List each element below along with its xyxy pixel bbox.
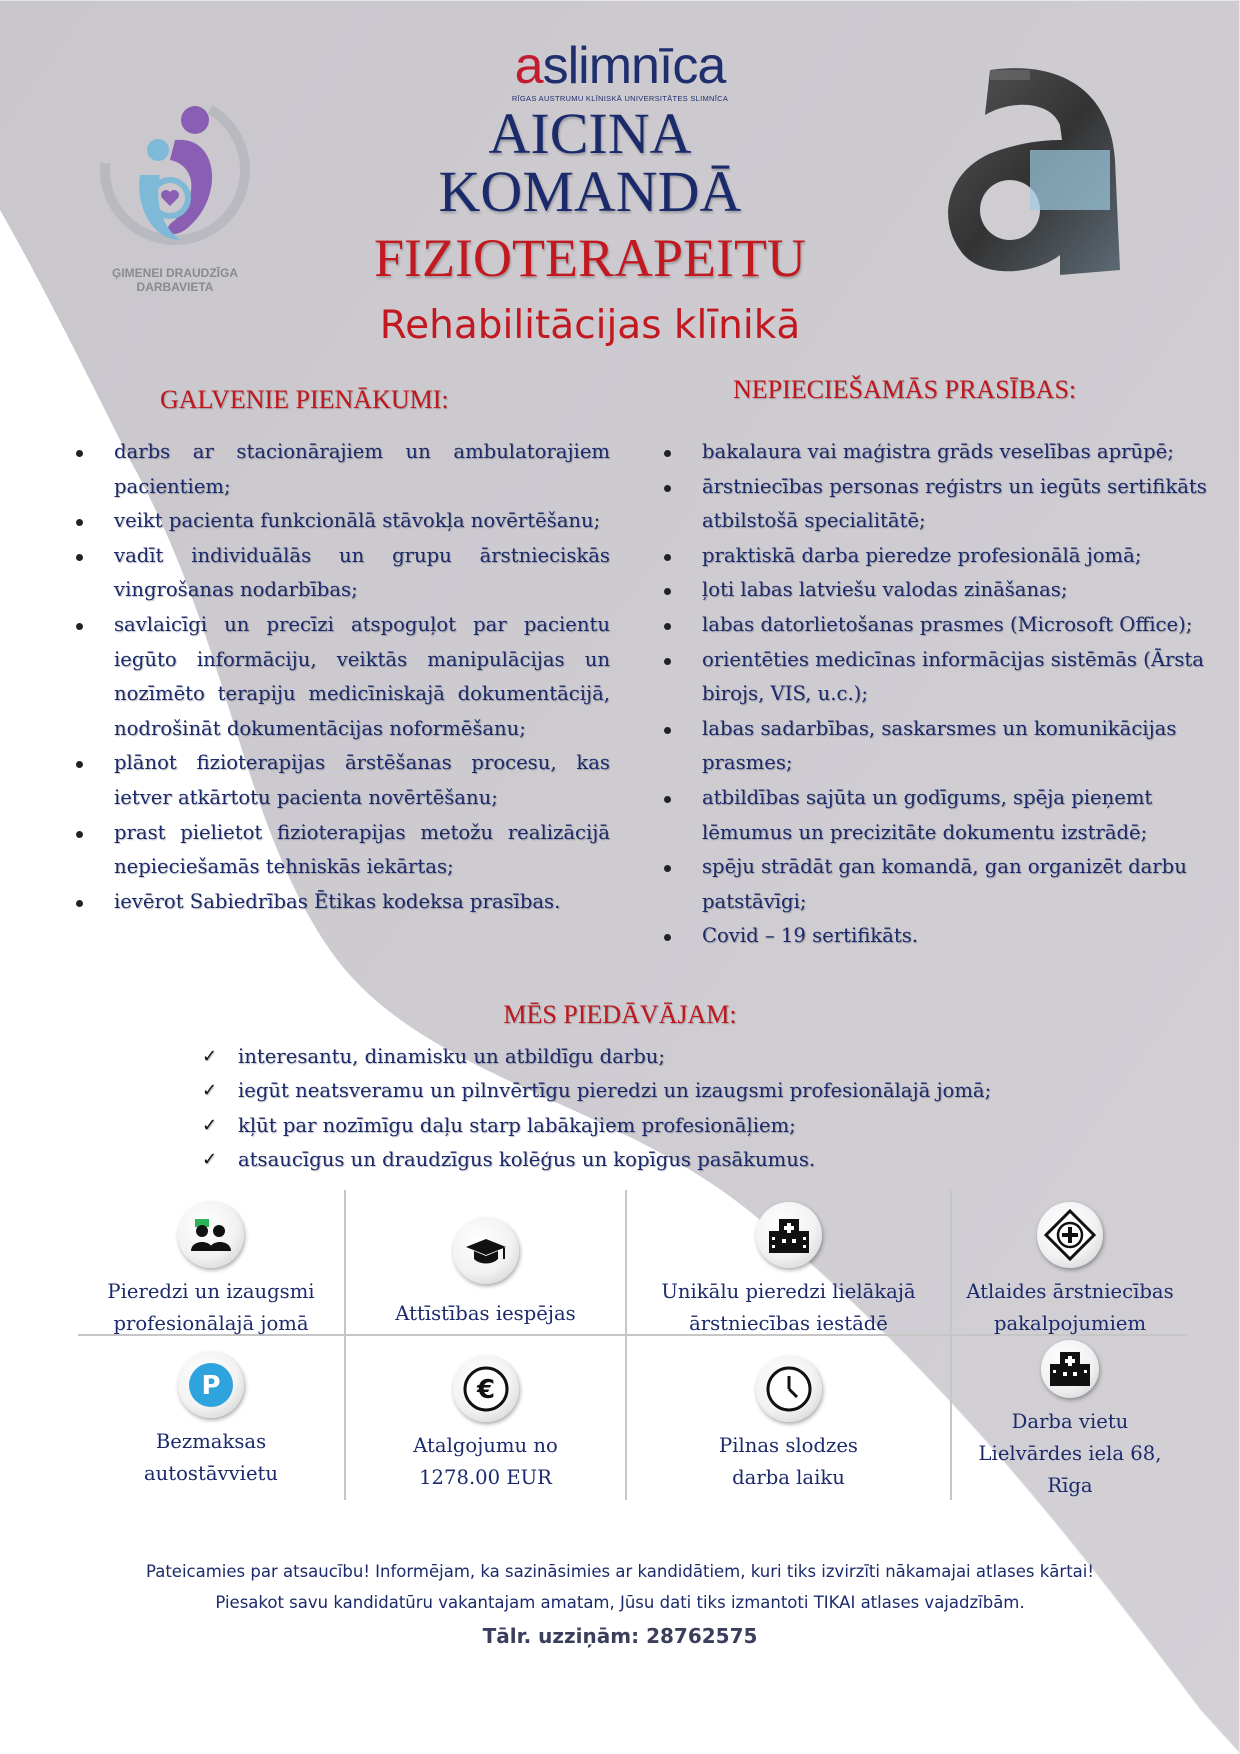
benefit-text: Rīga: [1047, 1474, 1093, 1497]
phone-label: Tālr. uzziņām:: [482, 1624, 640, 1648]
benefit-text: Bezmaksas: [155, 1430, 267, 1453]
clinic-title: Rehabilitācijas klīnikā: [379, 303, 801, 348]
requirement-item: orientēties medicīnas informācijas sistēmās (Ārsta birojs, VIS, u.c.);: [660, 643, 1220, 712]
footer-privacy: Piesakot savu kandidatūru vakantajam amatam, Jūsu dati tiks izmantoti TIKAI atlases vajadzībām.: [215, 1593, 1025, 1612]
offer-item: ✓ iegūt neatsveramu un pilnvērtīgu pieredzi un izaugsmi profesionālajā jomā;: [200, 1074, 1100, 1108]
title-line2: KOMANDĀ: [438, 159, 742, 224]
duty-item: ievērot Sabiedrības Ētikas kodeksa prasības.: [72, 885, 610, 920]
benefit-text: ārstniecības iestādē: [689, 1312, 888, 1335]
benefit-text: Lielvārdes iela 68,: [978, 1442, 1162, 1465]
duty-item: vadīt individuālās un grupu ārstnieciskās vingrošanas nodarbības;: [72, 539, 610, 608]
requirement-item: atbildības sajūta un godīgums, spēja pieņemt lēmumus un precizitāte dokumentu izstrādē;: [660, 781, 1220, 850]
duty-item: plānot fizioterapijas ārstēšanas procesu, kas ietver atkārtotu pacienta novērtēšanu;: [72, 746, 610, 815]
phone-number[interactable]: 28762575: [646, 1624, 758, 1648]
duties-list: [72, 435, 610, 919]
benefit-text: darba laiku: [732, 1466, 845, 1489]
requirements-heading: NEPIECIEŠAMĀS PRASĪBAS:: [733, 375, 1077, 404]
hospital-icon: [756, 1202, 822, 1268]
requirement-item: Covid – 19 sertifikāts.: [660, 919, 1220, 954]
requirement-item: praktiskā darba pieredze profesionālā jomā;: [660, 539, 1220, 574]
medical-cross-icon: [1037, 1202, 1103, 1268]
benefit-discounts: [952, 1202, 1188, 1340]
offer-list: [200, 1040, 1100, 1178]
parking-icon: [178, 1352, 244, 1418]
duty-item: darbs ar stacionārajiem un ambulatorajiem pacientiem;: [72, 435, 610, 504]
benefit-development: [346, 1218, 625, 1330]
requirement-item: labas datorlietošanas prasmes (Microsoft Office);: [660, 608, 1220, 643]
benefit-experience: [78, 1202, 344, 1340]
requirements-list: [660, 435, 1220, 954]
benefit-text: Unikālu pieredzi lielākajā: [661, 1280, 916, 1303]
brand-subtitle: RĪGAS AUSTRUMU KLĪNISKĀ UNIVERSITĀTES SLIMNĪCA: [511, 94, 729, 103]
footer-thanks: Pateicamies par atsaucību! Informējam, ka sazināsimies ar kandidātiem, kuri tiks izvirzīti nākamajai atlases kārtai!: [146, 1562, 1094, 1581]
graduation-cap-icon: [453, 1218, 519, 1284]
benefit-text: Darba vietu: [1011, 1410, 1129, 1433]
brand-logo: [450, 37, 790, 103]
requirement-item: spēju strādāt gan komandā, gan organizēt darbu patstāvīgi;: [660, 850, 1220, 919]
offer-item: ✓ atsaucīgus un draudzīgus kolēģus un kopīgus pasākumus.: [200, 1143, 1100, 1177]
requirement-item: labas sadarbības, saskarsmes un komunikācijas prasmes;: [660, 712, 1220, 781]
svg-text:€: €: [476, 1375, 495, 1405]
benefit-full-time: [627, 1356, 950, 1494]
benefit-parking: [78, 1352, 344, 1490]
requirement-item: ārstniecības personas reģistrs un iegūts sertifikāts atbilstošā specialitātē;: [660, 470, 1220, 539]
family-friendly-badge: [100, 80, 250, 294]
benefit-workplace: [952, 1340, 1188, 1502]
family-logo-icon: [100, 80, 250, 260]
benefit-text: 1278.00 EUR: [419, 1466, 552, 1489]
offer-item: ✓ kļūt par nozīmīgu daļu starp labākajiem profesionāļiem;: [200, 1109, 1100, 1143]
benefit-text: Pieredzi un izaugsmi: [107, 1280, 315, 1303]
team-icon: [178, 1202, 244, 1268]
offer-item: ✓ interesantu, dinamisku un atbildīgu darbu;: [200, 1040, 1100, 1074]
duty-item: prast pielietot fizioterapijas metožu realizācijā nepieciešamās tehniskās iekārtas;: [72, 816, 610, 885]
duty-item: savlaicīgi un precīzi atspoguļot par pacientu iegūto informāciju, veiktās manipulācijas un nozīmēto terapiju medicīniskajā dokumentācijā, nodrošināt dokumentācijas noformēšanu;: [72, 608, 610, 746]
euro-icon: [453, 1356, 519, 1422]
badge-label-line1: ĢIMENEI DRAUDZĪGA: [112, 266, 238, 280]
benefit-unique-experience: [627, 1202, 950, 1340]
brand-letter: a: [514, 37, 543, 95]
requirement-item: ļoti labas latviešu valodas zināšanas;: [660, 573, 1220, 608]
building-icon: [1041, 1340, 1099, 1398]
benefit-salary: [346, 1356, 625, 1494]
title-line1: AICINA: [488, 101, 692, 166]
benefit-text: profesionālajā jomā: [113, 1312, 309, 1335]
benefit-text: Pilnas slodzes: [719, 1434, 858, 1457]
brand-name: slimnīca: [542, 37, 726, 95]
requirement-item: bakalaura vai maģistra grāds veselības aprūpē;: [660, 435, 1220, 470]
footer-phone-line: [0, 1624, 1240, 1648]
position-title: FIZIOTERAPEITU: [374, 228, 806, 288]
benefit-text: Atalgojumu no: [413, 1434, 558, 1457]
benefit-text: pakalpojumiem: [993, 1312, 1147, 1335]
svg-text:P: P: [201, 1371, 221, 1401]
benefit-text: Attīstības iespējas: [395, 1302, 576, 1325]
badge-label-line2: DARBAVIETA: [136, 280, 214, 294]
duties-heading: GALVENIE PIENĀKUMI:: [160, 385, 449, 414]
clock-icon: [756, 1356, 822, 1422]
benefit-text: autostāvvietu: [143, 1462, 279, 1485]
duty-item: veikt pacienta funkcionālā stāvokļa novērtēšanu;: [72, 504, 610, 539]
offer-heading: MĒS PIEDĀVĀJAM:: [503, 1000, 737, 1029]
benefit-text: Atlaides ārstniecības: [966, 1280, 1174, 1303]
